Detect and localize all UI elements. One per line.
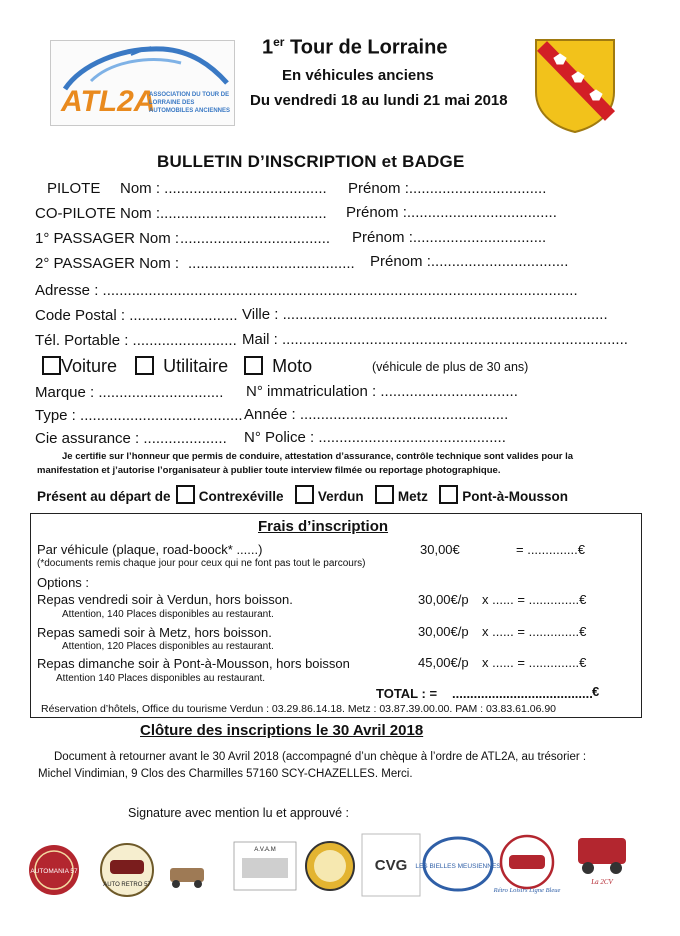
- cvg-text: CVG: [374, 857, 408, 874]
- pilote-nom-field[interactable]: Nom : .......................................: [120, 180, 327, 197]
- meal-friday-note: Attention, 140 Places disponibles au restaurant.: [62, 609, 274, 620]
- vehicle-fee-label: Par véhicule (plaque, road-boock* ......): [37, 542, 263, 557]
- vehicle-fee-price: 30,00€: [420, 542, 460, 557]
- meal-saturday-calc[interactable]: x ...... = ..............€: [482, 624, 587, 639]
- moto-label: Moto: [272, 356, 313, 376]
- moto-checkbox[interactable]: [244, 356, 263, 375]
- verdun-checkbox[interactable]: [295, 485, 314, 504]
- atl2a-logo: [50, 40, 235, 126]
- meal-saturday-price: 30,00€/p: [418, 624, 469, 639]
- adresse-field[interactable]: Adresse : ..................................................................................................................: [35, 282, 578, 299]
- vehicle-age-note: (véhicule de plus de 30 ans): [372, 360, 529, 374]
- certification-line-1: Je certifie sur l’honneur que permis de conduire, attestation d’assurance, contrôle technique sont valides pour la: [62, 451, 574, 462]
- ville-field[interactable]: Ville : ..............................................................................: [242, 306, 608, 323]
- pont-a-mousson-label: Pont-à-Mousson: [462, 489, 568, 504]
- utilitaire-label: Utilitaire: [163, 356, 229, 376]
- metz-label: Metz: [397, 489, 428, 504]
- meal-sunday-price: 45,00€/p: [418, 655, 469, 670]
- badge-logo: [306, 842, 354, 890]
- automania-text: AUTOMANIA 57: [30, 868, 78, 875]
- logo-wordmark: ATL2A: [61, 85, 156, 118]
- retro-loisirs-logo: [493, 836, 561, 894]
- passager2-prenom-field[interactable]: Prénom :.................................: [370, 253, 569, 270]
- total-label: TOTAL : =: [376, 686, 438, 701]
- meal-sunday-calc[interactable]: x ...... = ..............€: [482, 655, 587, 670]
- meal-sunday-label: Repas dimanche soir à Pont-à-Mousson, hors boisson: [37, 656, 350, 671]
- hotel-reservation: Réservation d’hôtels, Office du tourisme Verdun : 03.29.86.14.18. Metz : 03.87.39.00.00. PAM : 03.83.61.06.90: [41, 703, 557, 715]
- tel-field[interactable]: Tél. Portable : .........................: [35, 332, 237, 349]
- page-title: 1er Tour de Lorraine: [262, 35, 448, 59]
- departure-label: Présent au départ de: [37, 489, 171, 504]
- sponsor-logos: [22, 828, 662, 898]
- form-title: BULLETIN D’INSCRIPTION et BADGE: [157, 152, 465, 171]
- vehicle-fee-total[interactable]: = ..............€: [516, 542, 585, 557]
- avam-logo: [234, 842, 296, 890]
- cvg-logo: [362, 834, 420, 896]
- vieilles-voitures-logo: [170, 868, 204, 888]
- voiture-label: Voiture: [61, 356, 118, 376]
- passager2-role: 2° PASSAGER Nom :: [35, 255, 180, 272]
- auto-retro-logo: [101, 844, 153, 896]
- departure-options: [176, 485, 568, 504]
- bielles-meusiennes-logo: [415, 838, 501, 890]
- metz-checkbox[interactable]: [375, 485, 394, 504]
- retro-loisirs-text: Rétro Loisirs Ligne Bleue: [493, 887, 561, 894]
- total-field[interactable]: .......................................: [452, 686, 593, 701]
- vehicle-type-row: [42, 356, 312, 377]
- options-label: Options :: [37, 575, 90, 590]
- passager1-role: 1° PASSAGER Nom :: [35, 230, 180, 247]
- contrexeville-label: Contrexéville: [198, 489, 284, 504]
- copilote-nom-field[interactable]: ........................................: [160, 205, 327, 222]
- pilote-role: PILOTE: [47, 180, 101, 197]
- meal-friday-price: 30,00€/p: [418, 592, 469, 607]
- vintage-car-logo: [578, 838, 626, 886]
- meal-sunday-note: Attention 140 Places disponibles au restaurant.: [56, 673, 266, 684]
- copilote-role: CO-PILOTE Nom :: [35, 205, 161, 222]
- passager1-nom-field[interactable]: ....................................: [180, 230, 331, 247]
- marque-field[interactable]: Marque : ..............................: [35, 384, 224, 401]
- lorraine-coat-of-arms-icon: [532, 36, 618, 134]
- meal-saturday-label: Repas samedi soir à Metz, hors boisson.: [37, 625, 272, 640]
- verdun-label: Verdun: [317, 489, 364, 504]
- vehicle-fee-note: (*documents remis chaque jour pour ceux qui ne font pas tout le parcours): [37, 558, 366, 569]
- logo-tagline: ASSOCIATION DU TOUR DE LORRAINE DES AUTOMOBILES ANCIENNES: [149, 92, 231, 114]
- code-postal-field[interactable]: Code Postal : ..........................: [35, 307, 238, 324]
- police-field[interactable]: N° Police : .............................................: [244, 429, 506, 446]
- assurance-field[interactable]: Cie assurance : ....................: [35, 430, 227, 447]
- bielles-text: LES BIELLES MEUSIENNES: [415, 863, 501, 870]
- meal-saturday-note: Attention, 120 Places disponibles au restaurant.: [62, 641, 274, 652]
- fees-title: Frais d’inscription: [258, 518, 389, 535]
- automania-logo: [29, 845, 79, 895]
- passager1-prenom-field[interactable]: Prénom :................................: [352, 229, 547, 246]
- total-euro: €: [592, 684, 600, 699]
- return-instructions-2: Michel Vindimian, 9 Clos des Charmilles 57160 SCY-CHAZELLES. Merci.: [38, 768, 413, 780]
- pont-a-mousson-checkbox[interactable]: [439, 485, 458, 504]
- event-dates: Du vendredi 18 au lundi 21 mai 2018: [250, 92, 508, 109]
- contrexeville-checkbox[interactable]: [176, 485, 195, 504]
- avam-text: A.V.A.M: [254, 847, 276, 853]
- page-subtitle: En véhicules anciens: [282, 67, 434, 84]
- mail-field[interactable]: Mail : ...................................................................................: [242, 331, 628, 348]
- certification-line-2: manifestation et j’autorise l’organisateur à publier toute interview filmée ou reportage photographique.: [37, 465, 501, 476]
- closing-date: Clôture des inscriptions le 30 Avril 2018: [140, 722, 424, 739]
- pilote-prenom-field[interactable]: Prénom :.................................: [348, 180, 547, 197]
- utilitaire-checkbox[interactable]: [135, 356, 154, 375]
- voiture-checkbox[interactable]: [42, 356, 61, 375]
- meal-friday-label: Repas vendredi soir à Verdun, hors boisson.: [37, 592, 293, 607]
- auto-retro-text: AUTO RETRO 57: [103, 882, 151, 888]
- copilote-prenom-field[interactable]: Prénom :....................................: [346, 204, 557, 221]
- signature-label: Signature avec mention lu et approuvé :: [128, 806, 349, 820]
- passager2-nom-field[interactable]: ........................................: [188, 255, 355, 272]
- vintage-car-text: La 2CV: [591, 878, 613, 886]
- annee-field[interactable]: Année : ..................................................: [244, 406, 509, 423]
- type-field[interactable]: Type : .......................................: [35, 407, 243, 424]
- return-instructions-1: Document à retourner avant le 30 Avril 2018 (accompagné d’un chèque à l’ordre de ATL2A, au trésorier :: [54, 751, 587, 763]
- immatriculation-field[interactable]: N° immatriculation : .................................: [246, 383, 518, 400]
- meal-friday-calc[interactable]: x ...... = ..............€: [482, 592, 587, 607]
